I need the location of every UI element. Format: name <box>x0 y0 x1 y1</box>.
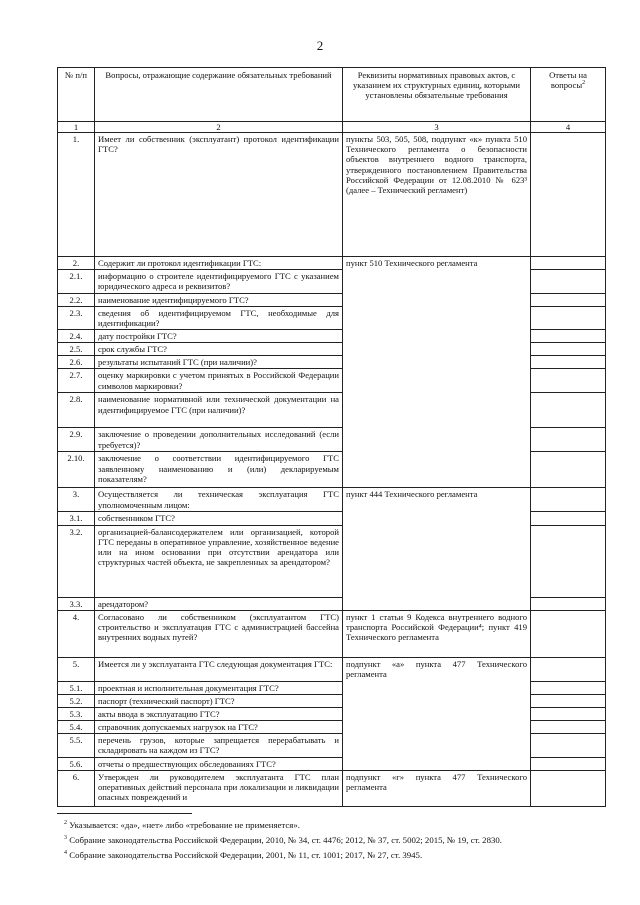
row-num: 3.2. <box>58 525 95 597</box>
row-question: заключение о проведении дополнительных исследований (если требуется)? <box>95 428 343 452</box>
header-answers-text: Ответы на вопросы <box>549 70 587 91</box>
footnote-mark: 2 <box>64 820 67 827</box>
col-number: 3 <box>343 122 531 133</box>
page-number: 2 <box>316 38 324 53</box>
footnote-text: Указывается: «да», «нет» либо «требование не применяется». <box>69 820 300 830</box>
answer-cell[interactable] <box>531 721 606 734</box>
answer-cell[interactable] <box>531 329 606 342</box>
table-row <box>58 257 606 270</box>
answer-cell[interactable] <box>531 681 606 694</box>
footnote-mark: 4 <box>64 850 67 857</box>
footnote <box>64 850 624 861</box>
col-number: 4 <box>531 122 606 133</box>
row-num: 5.1. <box>58 681 95 694</box>
row-question: результаты испытаний ГТС (при наличии)? <box>95 356 343 369</box>
header-answers <box>531 68 606 122</box>
answer-cell[interactable] <box>531 707 606 720</box>
answer-cell[interactable] <box>531 770 606 806</box>
row-num: 2.9. <box>58 428 95 452</box>
row-num: 5.2. <box>58 694 95 707</box>
table-row <box>58 770 606 806</box>
row-requisites: пункты 503, 505, 508, подпункт «к» пункта 510 Технического регламента о безопасности объектов внутреннего водного транспорта, утвержденного постановлением Правительства Российской Федерации от 12.08.2010 № 623³ (далее – Технический регламент) <box>343 133 531 257</box>
row-question: Согласовано ли собственником (эксплуатантом ГТС) строительство и эксплуатация ГТС с администрацией бассейна внутренних водных путей? <box>95 610 343 657</box>
answer-cell[interactable] <box>531 597 606 610</box>
row-num: 3.3. <box>58 597 95 610</box>
row-num: 6. <box>58 770 95 806</box>
answer-cell[interactable] <box>531 393 606 428</box>
row-question: наименование идентифицируемого ГТС? <box>95 293 343 306</box>
row-requisites: подпункт «г» пункта 477 Технического регламента <box>343 770 531 806</box>
row-question: информацию о строителе идентифицируемого ГТС с указанием юридического адреса и реквизитов? <box>95 270 343 293</box>
row-num: 2.5. <box>58 343 95 356</box>
footnote-text: Собрание законодательства Российской Федерации, 2001, № 11, ст. 1001; 2017, № 27, ст. 3945. <box>69 850 423 860</box>
row-num: 2.10. <box>58 452 95 488</box>
row-question: справочник допускаемых нагрузок на ГТС? <box>95 721 343 734</box>
footnote-separator <box>57 813 192 814</box>
row-num: 3.1. <box>58 512 95 525</box>
row-num: 1. <box>58 133 95 257</box>
row-question: проектная и исполнительная документация ГТС? <box>95 681 343 694</box>
row-question: паспорт (технический паспорт) ГТС? <box>95 694 343 707</box>
row-num: 5.6. <box>58 757 95 770</box>
row-num: 5. <box>58 657 95 681</box>
row-num: 2.1. <box>58 270 95 293</box>
row-question: Осуществляется ли техническая эксплуатация ГТС уполномоченным лицом: <box>95 488 343 512</box>
row-num: 2. <box>58 257 95 270</box>
answer-cell[interactable] <box>531 356 606 369</box>
table-row <box>58 610 606 657</box>
answer-cell[interactable] <box>531 610 606 657</box>
row-question: наименование нормативной или технической документации на идентифицируемое ГТС (при наличии)? <box>95 393 343 428</box>
row-question: Имеется ли у эксплуатанта ГТС следующая документация ГТС: <box>95 657 343 681</box>
row-question: сведения об идентифицируемом ГТС, необходимые для идентификации? <box>95 306 343 329</box>
row-question: перечень грузов, которые запрещается перерабатывать и складировать на каждом из ГТС? <box>95 734 343 757</box>
row-requisites: пункт 510 Технического регламента <box>343 257 531 488</box>
row-question: акты ввода в эксплуатацию ГТС? <box>95 707 343 720</box>
answer-cell[interactable] <box>531 734 606 757</box>
row-num: 3. <box>58 488 95 512</box>
answer-cell[interactable] <box>531 512 606 525</box>
answer-cell[interactable] <box>531 343 606 356</box>
row-question: оценку маркировки с учетом принятых в Российской Федерации символов маркировки? <box>95 369 343 393</box>
row-num: 5.4. <box>58 721 95 734</box>
answer-cell[interactable] <box>531 657 606 681</box>
answer-cell[interactable] <box>531 452 606 488</box>
col-number: 2 <box>95 122 343 133</box>
footnote <box>64 820 624 831</box>
requirements-table <box>57 67 606 807</box>
table-header-row <box>58 68 606 122</box>
answer-cell[interactable] <box>531 270 606 293</box>
row-question: Имеет ли собственник (эксплуатант) протокол идентификации ГТС? <box>95 133 343 257</box>
answer-cell[interactable] <box>531 133 606 257</box>
footnote <box>64 835 624 846</box>
row-question: отчеты о предшествующих обследованиях ГТС? <box>95 757 343 770</box>
row-question: собственником ГТС? <box>95 512 343 525</box>
answer-cell[interactable] <box>531 257 606 270</box>
footnote-text: Собрание законодательства Российской Федерации, 2010, № 34, ст. 4476; 2012, № 37, ст. 5002; 2015, № 19, ст. 2830. <box>69 835 502 845</box>
row-num: 2.2. <box>58 293 95 306</box>
table-row <box>58 133 606 257</box>
row-question: Утвержден ли руководителем эксплуатанта ГТС план оперативных действий персонала при локализации и ликвидации опасных повреждений и <box>95 770 343 806</box>
row-num: 4. <box>58 610 95 657</box>
answer-cell[interactable] <box>531 694 606 707</box>
row-num: 2.4. <box>58 329 95 342</box>
header-question: Вопросы, отражающие содержание обязательных требований <box>95 68 343 122</box>
row-num: 5.5. <box>58 734 95 757</box>
answer-cell[interactable] <box>531 488 606 512</box>
row-num: 2.8. <box>58 393 95 428</box>
row-question: арендатором? <box>95 597 343 610</box>
answer-cell[interactable] <box>531 306 606 329</box>
row-num: 2.3. <box>58 306 95 329</box>
answer-cell[interactable] <box>531 757 606 770</box>
row-question: дату постройки ГТС? <box>95 329 343 342</box>
answer-cell[interactable] <box>531 428 606 452</box>
footnote-mark: 3 <box>64 835 67 842</box>
answer-cell[interactable] <box>531 293 606 306</box>
table-row <box>58 488 606 512</box>
answer-cell[interactable] <box>531 369 606 393</box>
footnote-ref: 2 <box>582 80 586 87</box>
row-question: заключение о соответствии идентифицируемого ГТС заявленному наименованию и (или) декларируемым показателям? <box>95 452 343 488</box>
header-num: № п/п <box>58 68 95 122</box>
header-requisites: Реквизиты нормативных правовых актов, с указанием их структурных единиц, которыми установлены обязательные требования <box>343 68 531 122</box>
answer-cell[interactable] <box>531 525 606 597</box>
row-question: срок службы ГТС? <box>95 343 343 356</box>
row-requisites: пункт 1 статьи 9 Кодекса внутреннего водного транспорта Российской Федерации⁴; пункт 419 Технического регламента <box>343 610 531 657</box>
row-requisites: пункт 444 Технического регламента <box>343 488 531 610</box>
row-question: Содержит ли протокол идентификации ГТС: <box>95 257 343 270</box>
table-row <box>58 657 606 681</box>
row-num: 2.6. <box>58 356 95 369</box>
row-num: 5.3. <box>58 707 95 720</box>
row-requisites: подпункт «а» пункта 477 Технического регламента <box>343 657 531 770</box>
column-numbers-row <box>58 122 606 133</box>
row-num: 2.7. <box>58 369 95 393</box>
col-number: 1 <box>58 122 95 133</box>
row-question: организацией-балансодержателем или организацией, которой ГТС переданы в оперативное управление, хозяйственное ведение или на ином основании при отсутствии арендатора или структурных частей объекта, не закрепленных за арендатором? <box>95 525 343 597</box>
